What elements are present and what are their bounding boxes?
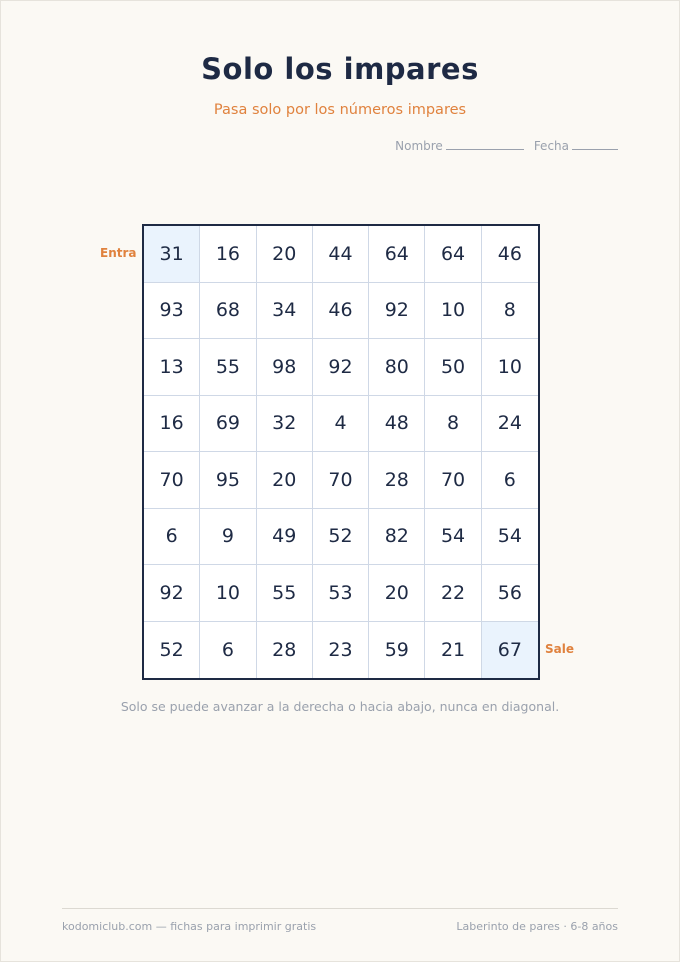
maze-cell[interactable]: 6 — [200, 622, 256, 679]
maze-cell[interactable]: 98 — [257, 339, 313, 396]
maze-cell[interactable]: 92 — [369, 283, 425, 340]
name-date-fields — [395, 138, 618, 153]
maze-cell[interactable]: 55 — [257, 565, 313, 622]
maze-cell[interactable]: 70 — [313, 452, 369, 509]
maze-cell-exit[interactable]: 67 — [482, 622, 538, 679]
maze-cell[interactable]: 54 — [482, 509, 538, 566]
maze-cell[interactable]: 48 — [369, 396, 425, 453]
number-maze-grid — [142, 224, 540, 680]
maze-cell[interactable]: 4 — [313, 396, 369, 453]
maze-cell[interactable]: 10 — [482, 339, 538, 396]
maze-cell[interactable]: 9 — [200, 509, 256, 566]
maze-cell[interactable]: 92 — [144, 565, 200, 622]
maze-cell[interactable]: 55 — [200, 339, 256, 396]
maze-cell[interactable]: 6 — [144, 509, 200, 566]
maze-cell[interactable]: 92 — [313, 339, 369, 396]
maze-cell[interactable]: 64 — [369, 226, 425, 283]
maze-cell[interactable]: 44 — [313, 226, 369, 283]
maze-cell[interactable]: 32 — [257, 396, 313, 453]
maze-cell[interactable]: 20 — [369, 565, 425, 622]
name-label: Nombre — [395, 139, 443, 153]
maze-cell[interactable]: 59 — [369, 622, 425, 679]
maze-cell[interactable]: 69 — [200, 396, 256, 453]
maze-cell[interactable]: 93 — [144, 283, 200, 340]
maze-cell[interactable]: 49 — [257, 509, 313, 566]
maze-cell[interactable]: 54 — [425, 509, 481, 566]
maze-cell[interactable]: 8 — [482, 283, 538, 340]
maze-cell[interactable]: 82 — [369, 509, 425, 566]
maze-cell[interactable]: 52 — [144, 622, 200, 679]
maze-cell[interactable]: 68 — [200, 283, 256, 340]
maze-cell[interactable]: 34 — [257, 283, 313, 340]
maze-cell[interactable]: 46 — [313, 283, 369, 340]
maze-cell[interactable]: 20 — [257, 452, 313, 509]
maze-cell[interactable]: 53 — [313, 565, 369, 622]
maze-cell-start[interactable]: 31 — [144, 226, 200, 283]
footer-divider — [62, 908, 618, 909]
maze-cell[interactable]: 16 — [144, 396, 200, 453]
maze-cell[interactable]: 13 — [144, 339, 200, 396]
name-field[interactable] — [395, 138, 524, 153]
maze-cell[interactable]: 10 — [200, 565, 256, 622]
footer-worksheet-info: Laberinto de pares · 6-8 años — [456, 920, 618, 933]
maze-cell[interactable]: 28 — [257, 622, 313, 679]
maze-cell[interactable]: 6 — [482, 452, 538, 509]
date-field[interactable] — [534, 138, 618, 153]
date-line — [572, 138, 618, 150]
name-line — [446, 138, 524, 150]
maze-cell[interactable]: 95 — [200, 452, 256, 509]
maze-cell[interactable]: 23 — [313, 622, 369, 679]
footer-site: kodomiclub.com — fichas para imprimir gratis — [62, 920, 317, 933]
maze-cell[interactable]: 80 — [369, 339, 425, 396]
entry-label: Entra — [100, 246, 137, 260]
instruction-text: Solo se puede avanzar a la derecha o hacia abajo, nunca en diagonal. — [120, 699, 560, 714]
exit-label: Sale — [545, 642, 574, 656]
page-subtitle: Pasa solo por los números impares — [213, 102, 467, 118]
maze-cell[interactable]: 24 — [482, 396, 538, 453]
maze-cell[interactable]: 28 — [369, 452, 425, 509]
maze-cell[interactable]: 56 — [482, 565, 538, 622]
maze-cell[interactable]: 46 — [482, 226, 538, 283]
page-title: Solo los impares — [201, 52, 479, 86]
maze-cell[interactable]: 52 — [313, 509, 369, 566]
maze-cell[interactable]: 20 — [257, 226, 313, 283]
maze-cell[interactable]: 8 — [425, 396, 481, 453]
maze-cell[interactable]: 21 — [425, 622, 481, 679]
maze-cell[interactable]: 50 — [425, 339, 481, 396]
maze-cell[interactable]: 22 — [425, 565, 481, 622]
maze-cell[interactable]: 16 — [200, 226, 256, 283]
maze-cell[interactable]: 70 — [144, 452, 200, 509]
date-label: Fecha — [533, 139, 569, 153]
maze-cell[interactable]: 70 — [425, 452, 481, 509]
maze-cell[interactable]: 10 — [425, 283, 481, 340]
maze-cell[interactable]: 64 — [425, 226, 481, 283]
